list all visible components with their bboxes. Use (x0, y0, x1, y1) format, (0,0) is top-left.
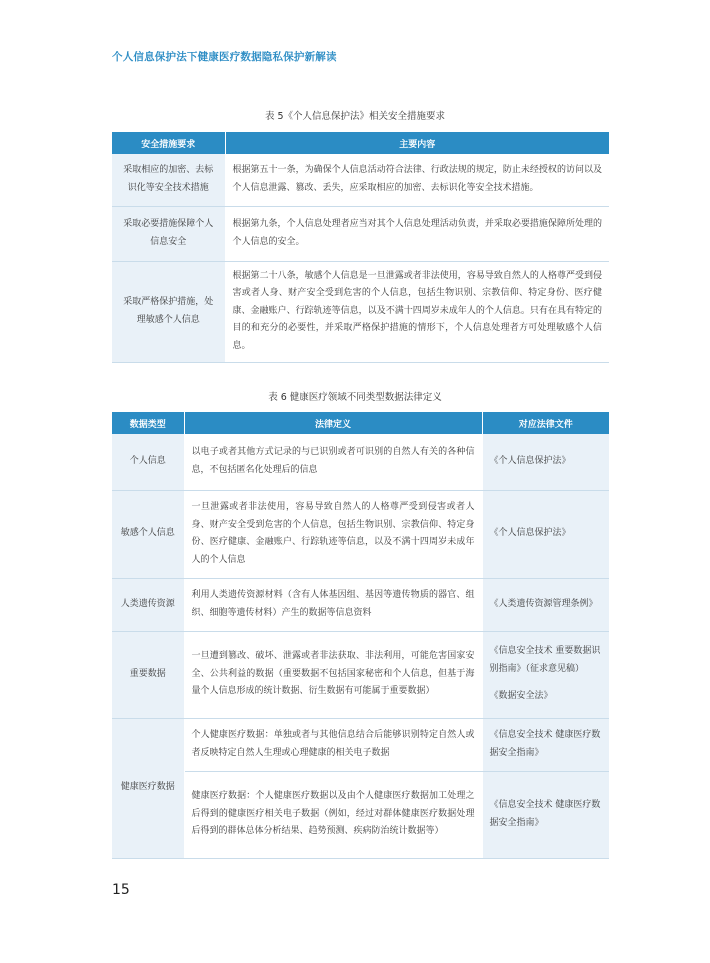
definition-cell: 一旦泄露或者非法使用，容易导致自然人的人格尊严受到侵害或者人身、财产安全受到危害的个人信息，包括生物识别、宗教信仰、特定身份、医疗健康、金融账户、行踪轨迹等信息，以及不满十四周岁未成年人的个人信息 (184, 490, 482, 578)
table6-caption: 表 6 健康医疗领域不同类型数据法律定义 (268, 392, 442, 403)
data-type-cell: 健康医疗数据 (112, 718, 184, 858)
column-header: 数据类型 (112, 412, 184, 434)
table-row (112, 490, 609, 578)
law-cell: 《个人信息保护法》 (482, 490, 609, 578)
table-row (112, 261, 609, 362)
table-header-row (112, 132, 609, 154)
table-row (112, 206, 609, 261)
table-row (112, 718, 609, 771)
definition-cell: 以电子或者其他方式记录的与已识别或者可识别的自然人有关的各种信息，不包括匿名化处理后的信息 (184, 434, 482, 490)
table-row (112, 434, 609, 490)
data-type-cell: 敏感个人信息 (112, 490, 184, 578)
law-cell: 《信息安全技术 健康医疗数据安全指南》 (482, 771, 609, 858)
data-type-cell: 人类遗传资源 (112, 578, 184, 631)
table-row (112, 154, 609, 206)
column-header: 对应法律文件 (482, 412, 609, 434)
requirement-cell: 采取严格保护措施，处理敏感个人信息 (112, 261, 225, 362)
law-reference: 《信息安全技术 重要数据识别指南》（征求意见稿） (489, 646, 601, 674)
requirement-cell: 采取相应的加密、去标识化等安全技术措施 (112, 154, 225, 206)
law-cell: 《信息安全技术 健康医疗数据安全指南》 (482, 718, 609, 771)
law-cell: 《人类遗传资源管理条例》 (482, 578, 609, 631)
column-header: 安全措施要求 (112, 132, 225, 154)
table-row (112, 631, 609, 718)
table-row (112, 578, 609, 631)
data-type-cell: 个人信息 (112, 434, 184, 490)
requirement-cell: 采取必要措施保障个人信息安全 (112, 206, 225, 261)
content-cell: 根据第五十一条，为确保个人信息活动符合法律、行政法规的规定，防止未经授权的访问以及个人信息泄露、篡改、丢失，应采取相应的加密、去标识化等安全技术措施。 (225, 154, 609, 206)
table-row (112, 771, 609, 858)
data-type-cell: 重要数据 (112, 631, 184, 718)
content-cell: 根据第二十八条，敏感个人信息是一旦泄露或者非法使用，容易导致自然人的人格尊严受到侵害或者人身、财产安全受到危害的个人信息，包括生物识别、宗教信仰、特定身份、医疗健康、金融账户、行踪轨迹等信息，以及不满十四周岁未成年人的个人信息。只有在具有特定的目的和充分的必要性，并采取严格保护措施的情形下，个人信息处理者方可处理敏感个人信息。 (225, 261, 609, 362)
security-measures-table (112, 132, 609, 363)
definition-cell: 利用人类遗传资源材料（含有人体基因组、基因等遗传物质的器官、组织、细胞等遗传材料）产生的数据等信息资料 (184, 578, 482, 631)
law-cell (482, 631, 609, 718)
column-header: 主要内容 (225, 132, 609, 154)
definition-cell: 个人健康医疗数据：单独或者与其他信息结合后能够识别特定自然人或者反映特定自然人生理或心理健康的相关电子数据 (184, 718, 482, 771)
page-number: 15 (112, 882, 130, 898)
law-cell: 《个人信息保护法》 (482, 434, 609, 490)
law-reference: 《数据安全法》 (489, 691, 553, 702)
table5-caption: 表 5《个人信息保护法》相关安全措施要求 (264, 111, 446, 122)
running-header-title: 个人信息保护法下健康医疗数据隐私保护新解读 (112, 51, 337, 63)
definition-cell: 健康医疗数据：个人健康医疗数据以及由个人健康医疗数据加工处理之后得到的健康医疗相关电子数据（例如，经过对群体健康医疗数据处理后得到的群体总体分析结果、趋势预测、疾病防治统计数据等） (184, 771, 482, 858)
table-header-row (112, 412, 609, 434)
content-cell: 根据第九条，个人信息处理者应当对其个人信息处理活动负责，并采取必要措施保障所处理的个人信息的安全。 (225, 206, 609, 261)
definition-cell: 一旦遭到篡改、破坏、泄露或者非法获取、非法利用，可能危害国家安全、公共利益的数据（重要数据不包括国家秘密和个人信息，但基于海量个人信息形成的统计数据、衍生数据有可能属于重要数据） (184, 631, 482, 718)
data-definitions-table (112, 412, 609, 859)
column-header: 法律定义 (184, 412, 482, 434)
